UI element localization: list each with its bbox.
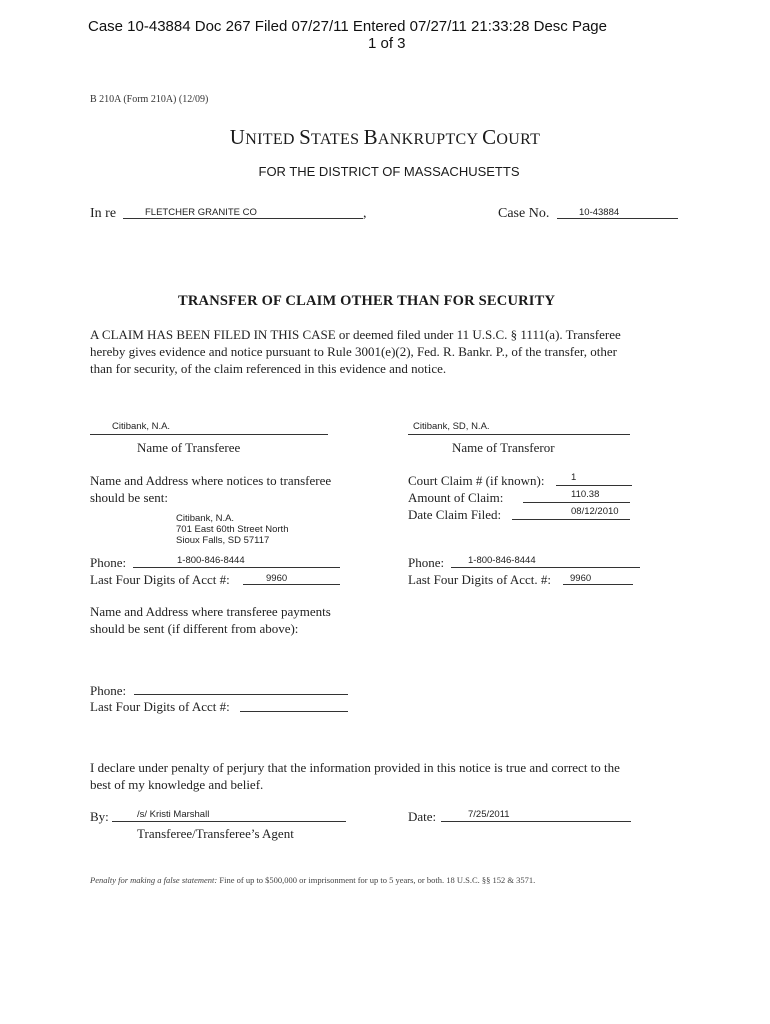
payment-address-label-1: Name and Address where transferee payments xyxy=(90,604,331,619)
notice-address-line-1: Citibank, N.A. xyxy=(176,513,235,524)
transferee-name-underline xyxy=(90,420,328,435)
payment-phone-label: Phone: xyxy=(90,683,127,698)
penalty-footnote: Penalty for making a false statement: Fine of up to $500,000 or imprisonment for up to 5 years, or both. 18 U.S.C. §§ 152 & 3571. xyxy=(90,875,536,885)
intro-line-2: hereby gives evidence and notice pursuant to Rule 3001(e)(2), Fed. R. Bankr. P., of the transfer, other xyxy=(90,344,617,359)
transferee-name: Citibank, N.A. xyxy=(112,421,171,432)
date-value: 7/25/2011 xyxy=(468,809,510,820)
transferor-name-underline xyxy=(408,420,630,435)
transferor-phone-value: 1-800-846-8444 xyxy=(468,555,536,566)
transferor-name: Citibank, SD, N.A. xyxy=(413,421,490,432)
payment-address-label-2: should be sent (if different from above): xyxy=(90,621,299,636)
notice-address-label-2: should be sent: xyxy=(90,490,168,505)
payment-acct-underline xyxy=(240,697,348,712)
transferee-phone-value: 1-800-846-8444 xyxy=(177,555,245,566)
notice-address-line-2: 701 East 60th Street North xyxy=(176,524,289,535)
date-claim-filed-label: Date Claim Filed: xyxy=(408,507,502,522)
transferee-name-label: Name of Transferee xyxy=(137,440,241,455)
case-no-label: Case No. xyxy=(498,206,550,221)
court-claim-underline xyxy=(556,471,632,486)
form-id: B 210A (Form 210A) (12/09) xyxy=(90,94,209,105)
payment-acct-label: Last Four Digits of Acct #: xyxy=(90,699,230,714)
transferee-phone-label: Phone: xyxy=(90,555,127,570)
transferor-name-label: Name of Transferor xyxy=(452,440,555,455)
document-title: TRANSFER OF CLAIM OTHER THAN FOR SECURITY xyxy=(178,293,556,309)
transferee-acct-underline xyxy=(243,570,340,585)
signature-caption: Transferee/Transferee’s Agent xyxy=(137,826,294,841)
payment-phone-underline xyxy=(134,680,348,695)
notice-address-label-1: Name and Address where notices to transferee xyxy=(90,473,332,488)
court-claim-value: 1 xyxy=(571,472,577,483)
date-claim-filed-value: 08/12/2010 xyxy=(571,506,619,517)
debtor-name: FLETCHER GRANITE CO xyxy=(145,207,257,218)
declaration-line-1: I declare under penalty of perjury that the information provided in this notice is true and correct to the xyxy=(90,760,620,775)
date-label: Date: xyxy=(408,809,437,824)
debtor-comma: , xyxy=(363,206,367,221)
amount-of-claim-label: Amount of Claim: xyxy=(408,490,504,505)
by-label: By: xyxy=(90,809,109,824)
transferee-acct-label: Last Four Digits of Acct #: xyxy=(90,572,230,587)
intro-line-3: than for security, of the claim referenced in this evidence and notice. xyxy=(90,361,447,376)
intro-line-1: A CLAIM HAS BEEN FILED IN THIS CASE or deemed filed under 11 U.S.C. § 1111(a). Transferee xyxy=(90,327,621,342)
court-title: UNITED STATES BANKRUPTCY COURT xyxy=(229,125,541,149)
district-line: FOR THE DISTRICT OF MASSACHUSETTS xyxy=(258,164,520,179)
docket-header-line: Case 10-43884 Doc 267 Filed 07/27/11 Entered 07/27/11 21:33:28 Desc Page xyxy=(88,18,607,35)
transferor-acct-value: 9960 xyxy=(570,573,592,584)
amount-of-claim-value: 110.38 xyxy=(571,489,600,500)
notice-address-line-3: Sioux Falls, SD 57117 xyxy=(176,535,270,546)
transferor-phone-label: Phone: xyxy=(408,555,445,570)
transferor-acct-label: Last Four Digits of Acct. #: xyxy=(408,572,551,587)
in-re-label: In re xyxy=(90,206,117,221)
declaration-line-2: best of my knowledge and belief. xyxy=(90,777,264,792)
transferee-acct-value: 9960 xyxy=(266,573,288,584)
signature-value: /s/ Kristi Marshall xyxy=(137,809,210,820)
court-claim-label: Court Claim # (if known): xyxy=(408,473,545,488)
docket-header-page: 1 of 3 xyxy=(368,35,406,52)
case-no-value: 10-43884 xyxy=(579,207,620,218)
